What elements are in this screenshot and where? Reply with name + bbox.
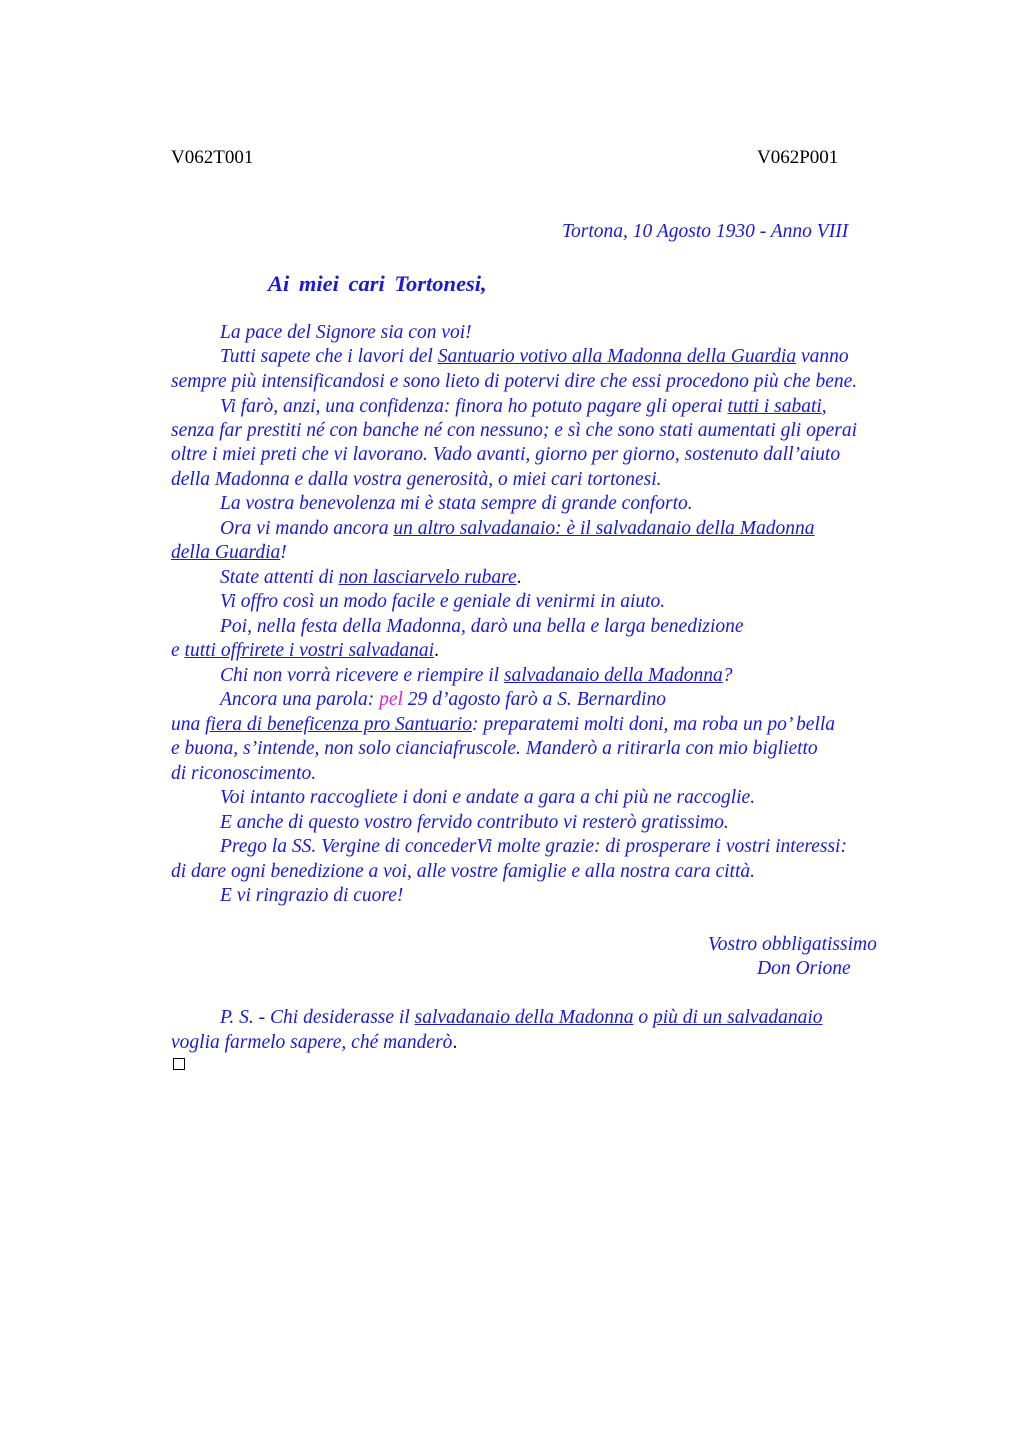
letter-line: una fiera di beneficenza pro Santuario: preparatemi molti doni, ma roba un po’ bella	[171, 714, 836, 735]
underlined-text: della Guardia	[171, 542, 281, 563]
letter-line: della Madonna e dalla vostra generosità, o miei cari tortonesi.	[171, 469, 662, 490]
underlined-text: salvadanaio della Madonna	[503, 665, 723, 686]
letter-line: e buona, s’intende, non solo cianciafruscole. Manderò a ritirarla con mio biglietto	[171, 738, 818, 759]
letter-line: senza far prestiti né con banche né con nessuno; e sì che sono stati aumentati gli operai	[171, 420, 858, 441]
underlined-text: non lasciarvelo rubare	[338, 567, 517, 588]
postscript-line: P. S. - Chi desiderasse il salvadanaio della Madonna o più di un salvadanaio	[220, 1007, 823, 1028]
underlined-text: un altro salvadanaio: è il salvadanaio della Madonna	[393, 518, 815, 539]
underlined-text: fiera di beneficenza pro Santuario	[205, 714, 472, 735]
letter-line: Vi offro così un modo facile e geniale di venirmi in aiuto.	[220, 591, 666, 612]
underlined-text: tutti offrirete i vostri salvadanai	[184, 640, 435, 661]
letter-salutation: Ai miei cari Tortonesi,	[268, 271, 487, 296]
letter-line: di riconoscimento.	[171, 763, 317, 784]
letter-line: di dare ogni benedizione a voi, alle vostre famiglie e alla nostra cara città.	[171, 861, 756, 882]
postscript-line: voglia farmelo sapere, ché manderò.	[171, 1032, 458, 1053]
letter-line: E vi ringrazio di cuore!	[220, 885, 404, 906]
letter-line: La vostra benevolenza mi è stata sempre di grande conforto.	[220, 493, 693, 514]
underlined-text: Santuario votivo alla Madonna della Guardia	[437, 346, 797, 367]
letter-line: della Guardia!	[171, 542, 287, 563]
underlined-text: più di un salvadanaio	[652, 1007, 823, 1028]
letter-line: State attenti di non lasciarvelo rubare.	[220, 567, 522, 588]
highlighted-word: pel	[379, 689, 403, 710]
letter-date: Tortona, 10 Agosto 1930 - Anno VIII	[562, 221, 849, 242]
letter-line: Vi farò, anzi, una confidenza: finora ho potuto pagare gli operai tutti i sabati,	[220, 396, 827, 417]
letter-line: Voi intanto raccogliete i doni e andate a gara a chi più ne raccoglie.	[220, 787, 756, 808]
underlined-text: salvadanaio della Madonna	[414, 1007, 634, 1028]
letter-line: Ancora una parola: pel 29 d’agosto farò a S. Bernardino	[220, 689, 666, 710]
letter-line: Chi non vorrà ricevere e riempire il salvadanaio della Madonna?	[220, 665, 733, 686]
letter-line: Prego la SS. Vergine di concederVi molte grazie: di prosperare i vostri interessi:	[220, 836, 847, 857]
letter-line: La pace del Signore sia con voi!	[220, 322, 472, 343]
document-code-left: V062T001	[171, 147, 254, 168]
letter-line: sempre più intensificandosi e sono lieto di potervi dire che essi procedono più che bene.	[171, 371, 858, 392]
end-marker-square	[173, 1058, 185, 1070]
letter-signature: Don Orione	[757, 958, 851, 979]
letter-line: e tutti offrirete i vostri salvadanai.	[171, 640, 439, 661]
letter-line: Poi, nella festa della Madonna, darò una bella e larga benedizione	[220, 616, 744, 637]
letter-line: E anche di questo vostro fervido contributo vi resterò gratissimo.	[220, 812, 729, 833]
letter-line: oltre i miei preti che vi lavorano. Vado avanti, giorno per giorno, sostenuto dall’aiuto	[171, 444, 841, 465]
underlined-text: tutti i sabati	[727, 396, 822, 417]
letter-line: Tutti sapete che i lavori del Santuario votivo alla Madonna della Guardia vanno	[220, 346, 849, 367]
letter-line: Ora vi mando ancora un altro salvadanaio: è il salvadanaio della Madonna	[220, 518, 815, 539]
letter-closing: Vostro obbligatissimo	[708, 934, 877, 955]
document-code-right: V062P001	[757, 147, 839, 168]
